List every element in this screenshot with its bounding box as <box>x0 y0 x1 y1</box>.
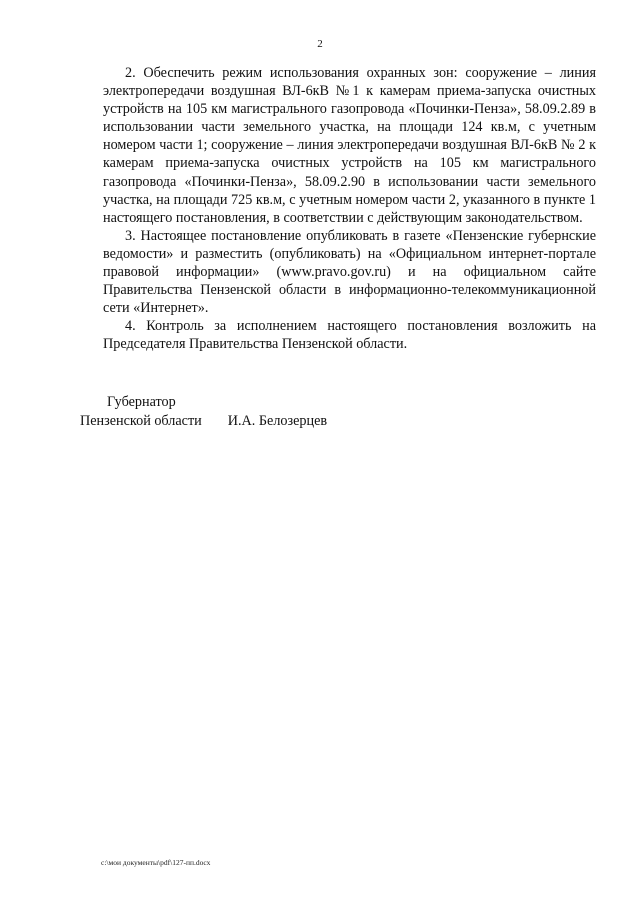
document-body <box>103 64 596 354</box>
paragraph-2: 2. Обеспечить режим использования охранных зон: сооружение – линия электропередачи воздушная ВЛ-6кВ №1 к камерам приема-запуска очистных устройств на 105 км магистрального газопровода «Починки-Пенза», 58.09.2.89 в использовании части земельного участка, на площади 124 кв.м, с учетным номером части 1; сооружение – линия электропередачи воздушная ВЛ-6кВ № 2 к камерам приема-запуска очистных устройств на 105 км магистрального газопровода «Починки-Пенза», 58.09.2.90 в использовании части земельного участка, на площади 725 кв.м, с учетным номером части 2, указанного в пункте 1 настоящего постановления, в соответствии с действующим законодательством. <box>103 65 596 226</box>
paragraph-4: 4. Контроль за исполнением настоящего постановления возложить на Председателя Правительства Пензенской области. <box>103 318 596 353</box>
signature-title-governor: Губернатор <box>107 394 176 410</box>
signature-name: И.А. Белозерцев <box>227 413 328 429</box>
footer-file-path: c:\мои документы\pdf\127-пп.docx <box>101 858 211 867</box>
page-number: 2 <box>317 38 323 50</box>
signature-row <box>80 412 327 431</box>
signature-title-region: Пензенской области <box>80 413 202 429</box>
paragraph-3: 3. Настоящее постановление опубликовать в газете «Пензенские губернские ведомости» и разместить (опубликовать) на «Официальном интернет-портале правовой информации» (www.pravo.gov.ru) и на официальном сайте Правительства Пензенской области в информационно-телекоммуникационной сети «Интернет». <box>103 227 596 317</box>
signature-block <box>80 393 327 431</box>
